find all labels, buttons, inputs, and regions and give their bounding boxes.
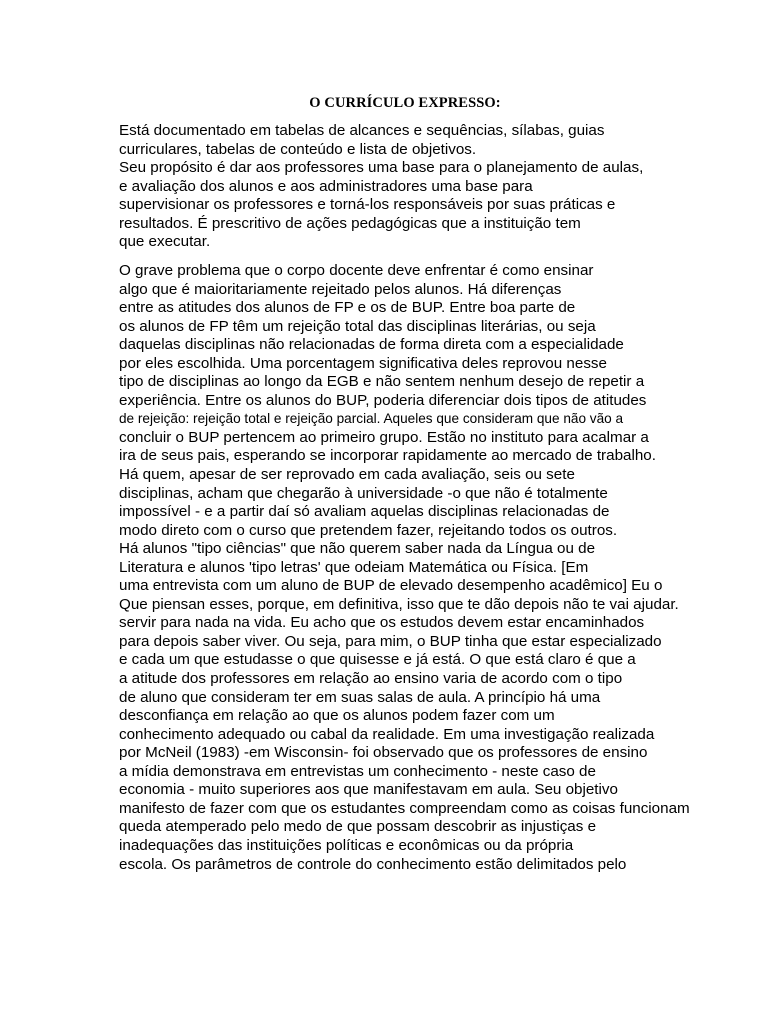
- text-line: Há alunos "tipo ciências" que não querem saber nada da Língua ou de: [119, 540, 596, 558]
- text-line: uma entrevista com um aluno de BUP de elevado desempenho acadêmico] Eu o: [119, 577, 663, 595]
- text-line: Que piensan esses, porque, em definitiva, isso que te dão depois não te vai ajudar.: [119, 595, 679, 613]
- text-line: experiência. Entre os alunos do BUP, poderia diferenciar dois tipos de atitudes: [119, 391, 647, 409]
- paragraph-teaching-problem: [119, 262, 764, 874]
- text-line: modo direto com o curso que pretendem fazer, rejeitando todos os outros.: [119, 521, 618, 539]
- text-line: escola. Os parâmetros de controle do conhecimento estão delimitados pelo: [119, 855, 627, 873]
- text-line: por eles escolhida. Uma porcentagem significativa deles reprovou nesse: [119, 354, 607, 372]
- text-line: para depois saber viver. Ou seja, para mim, o BUP tinha que estar especializado: [119, 632, 662, 650]
- text-line: resultados. É prescritivo de ações pedagógicas que a instituição tem: [119, 214, 581, 232]
- text-line: curriculares, tabelas de conteúdo e lista de objetivos.: [119, 140, 477, 158]
- text-line: desconfiança em relação ao que os alunos podem fazer com um: [119, 707, 555, 725]
- text-line: e avaliação dos alunos e aos administradores uma base para: [119, 177, 533, 195]
- text-line: impossível - e a partir daí só avaliam aquelas disciplinas relacionadas de: [119, 503, 610, 521]
- text-line: daquelas disciplinas não relacionadas de forma direta com a especialidade: [119, 336, 624, 354]
- text-line: Está documentado em tabelas de alcances e sequências, sílabas, guias: [119, 122, 605, 139]
- text-line: Literatura e alunos 'tipo letras' que odeiam Matemática ou Física. [Em: [119, 558, 589, 576]
- text-line: inadequações das instituições políticas e econômicas ou da própria: [119, 836, 574, 854]
- text-line: economia - muito superiores aos que manifestavam em aula. Seu objetivo: [119, 781, 618, 799]
- text-line: queda atemperado pelo medo de que possam descobrir as injustiças e: [119, 818, 597, 836]
- text-line: de aluno que consideram ter em suas salas de aula. A princípio há uma: [119, 688, 601, 706]
- text-line: Há quem, apesar de ser reprovado em cada avaliação, seis ou sete: [119, 466, 575, 484]
- text-line: supervisionar os professores e torná-los responsáveis por suas práticas e: [119, 196, 616, 214]
- text-line: ira de seus pais, esperando se incorporar rapidamente ao mercado de trabalho.: [119, 447, 656, 465]
- paragraph-curriculum-definition: [119, 122, 764, 252]
- text-line: tipo de disciplinas ao longo da EGB e não sentem nenhum desejo de repetir a: [119, 373, 645, 391]
- text-line: por McNeil (1983) -em Wisconsin- foi observado que os professores de ensino: [119, 744, 648, 762]
- text-line: a atitude dos professores em relação ao ensino varia de acordo com o tipo: [119, 670, 623, 688]
- text-line: de rejeição: rejeição total e rejeição parcial. Aqueles que consideram que não vão a: [119, 411, 624, 427]
- text-line: Seu propósito é dar aos professores uma base para o planejamento de aulas,: [119, 159, 644, 177]
- text-line: conhecimento adequado ou cabal da realidade. Em uma investigação realizada: [119, 725, 655, 743]
- text-line: que executar.: [119, 233, 211, 251]
- text-line: servir para nada na vida. Eu acho que os estudos devem estar encaminhados: [119, 614, 645, 632]
- text-line: entre as atitudes dos alunos de FP e os de BUP. Entre boa parte de: [119, 299, 576, 317]
- document-title: O CURRÍCULO EXPRESSO:: [309, 95, 501, 111]
- text-line: a mídia demonstrava em entrevistas um conhecimento - neste caso de: [119, 762, 596, 780]
- text-line: algo que é maioritariamente rejeitado pelos alunos. Há diferenças: [119, 280, 562, 298]
- text-line: disciplinas, acham que chegarão à universidade -o que não é totalmente: [119, 484, 608, 502]
- text-line: O grave problema que o corpo docente deve enfrentar é como ensinar: [119, 262, 594, 279]
- text-line: concluir o BUP pertencem ao primeiro grupo. Estão no instituto para acalmar a: [119, 428, 649, 446]
- text-line: e cada um que estudasse o que quisesse e já está. O que está claro é que a: [119, 651, 636, 669]
- text-line: os alunos de FP têm um rejeição total das disciplinas literárias, ou seja: [119, 317, 596, 335]
- text-line: manifesto de fazer com que os estudantes compreendam como as coisas funcionam: [119, 799, 690, 817]
